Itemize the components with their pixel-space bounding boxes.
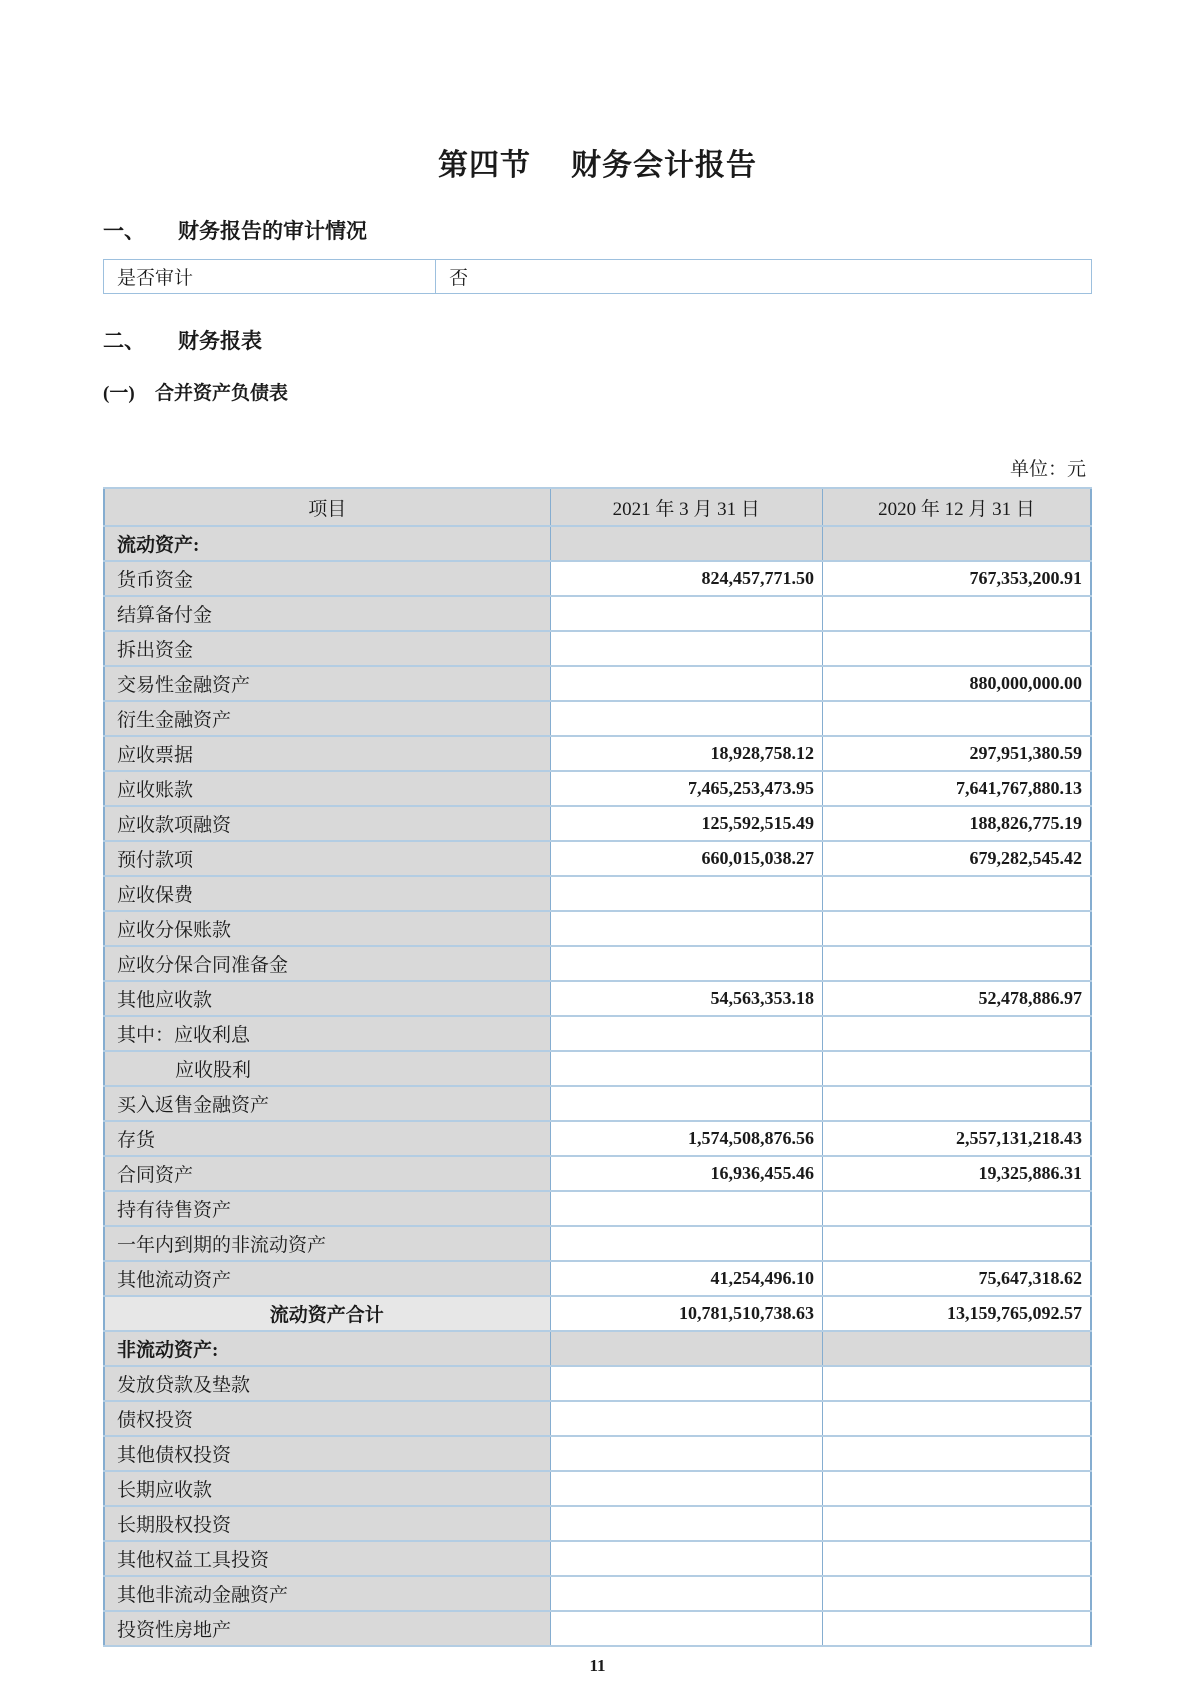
- heading-statements-text: 财务报表: [178, 329, 262, 353]
- row-label-cell: 货币资金: [104, 561, 550, 596]
- row-value-cell-2020: [823, 701, 1091, 736]
- row-value-cell-2021: [550, 1471, 822, 1506]
- row-label-cell: 其他应收款: [104, 981, 550, 1016]
- row-value-cell-2021: [550, 1401, 822, 1436]
- row-value-cell-2021: [550, 596, 822, 631]
- column-header-item: 项目: [104, 488, 550, 526]
- row-value-cell-2020: [823, 1506, 1091, 1541]
- table-row: [104, 1191, 1091, 1226]
- table-row: [104, 1436, 1091, 1471]
- page-number: 11: [589, 1656, 606, 1675]
- row-label-cell: 其他权益工具投资: [104, 1541, 550, 1576]
- table-row: [104, 946, 1091, 981]
- row-label-cell: 存货: [104, 1121, 550, 1156]
- row-label-cell: 衍生金融资产: [104, 701, 550, 736]
- table-row: [104, 1051, 1091, 1086]
- table-row: [104, 561, 1091, 596]
- subheading-text: 合并资产负债表: [155, 383, 289, 404]
- row-value-cell-2020: 297,951,380.59: [823, 736, 1091, 771]
- row-value-cell-2021: [550, 911, 822, 946]
- row-value-cell-2021: [550, 1611, 822, 1646]
- row-value-cell-2020: [823, 876, 1091, 911]
- row-value-cell-2020: [823, 911, 1091, 946]
- row-value-cell-2021: [550, 1331, 822, 1366]
- row-label-cell: 非流动资产:: [104, 1331, 550, 1366]
- row-value-cell-2021: 660,015,038.27: [550, 841, 822, 876]
- row-label-cell: 应收分保合同准备金: [104, 946, 550, 981]
- row-value-cell-2021: 824,457,771.50: [550, 561, 822, 596]
- document-title-name: 财务会计报告: [571, 149, 757, 182]
- row-value-cell-2020: 75,647,318.62: [823, 1261, 1091, 1296]
- heading-statements: [103, 325, 1092, 355]
- row-label-cell: 持有待售资产: [104, 1191, 550, 1226]
- row-value-cell-2020: [823, 1366, 1091, 1401]
- row-value-cell-2021: [550, 666, 822, 701]
- row-value-cell-2021: 1,574,508,876.56: [550, 1121, 822, 1156]
- heading-statements-number: 二、: [103, 329, 145, 353]
- table-header-row: [104, 488, 1091, 526]
- row-label-cell: 长期股权投资: [104, 1506, 550, 1541]
- table-row: [104, 701, 1091, 736]
- balance-sheet-table: [103, 487, 1092, 1647]
- row-value-cell-2020: 19,325,886.31: [823, 1156, 1091, 1191]
- row-value-cell-2021: [550, 1086, 822, 1121]
- row-value-cell-2020: [823, 1436, 1091, 1471]
- table-row: [104, 911, 1091, 946]
- row-label-cell: 交易性金融资产: [104, 666, 550, 701]
- row-value-cell-2020: [823, 946, 1091, 981]
- row-value-cell-2021: [550, 1506, 822, 1541]
- row-label-cell: 应收票据: [104, 736, 550, 771]
- table-row: [104, 876, 1091, 911]
- row-value-cell-2021: [550, 1051, 822, 1086]
- table-row: [104, 736, 1091, 771]
- row-value-cell-2020: 7,641,767,880.13: [823, 771, 1091, 806]
- row-value-cell-2021: [550, 631, 822, 666]
- unit-label: 单位：元: [1009, 459, 1086, 480]
- row-label-cell: 结算备付金: [104, 596, 550, 631]
- row-label-cell: 长期应收款: [104, 1471, 550, 1506]
- table-row: [104, 526, 1091, 561]
- row-value-cell-2020: [823, 1611, 1091, 1646]
- table-row: [104, 771, 1091, 806]
- table-row: [104, 1121, 1091, 1156]
- row-label-cell: 应收款项融资: [104, 806, 550, 841]
- subheading-balance-sheet: [103, 378, 1092, 405]
- row-value-cell-2020: [823, 1051, 1091, 1086]
- table-row: [104, 1611, 1091, 1646]
- document-title: [103, 140, 1092, 184]
- table-row: [104, 1366, 1091, 1401]
- row-label-cell: 流动资产合计: [104, 1296, 550, 1331]
- row-value-cell-2020: [823, 1086, 1091, 1121]
- row-value-cell-2021: [550, 1191, 822, 1226]
- table-row: [104, 1401, 1091, 1436]
- heading-audit-text: 财务报告的审计情况: [178, 219, 367, 243]
- row-label-cell: 其中：应收利息: [104, 1016, 550, 1051]
- row-value-cell-2021: 41,254,496.10: [550, 1261, 822, 1296]
- row-value-cell-2021: [550, 876, 822, 911]
- row-value-cell-2021: [550, 1366, 822, 1401]
- subheading-number: (一): [103, 383, 135, 404]
- table-row: [104, 1471, 1091, 1506]
- row-value-cell-2020: [823, 526, 1091, 561]
- heading-audit-number: 一、: [103, 219, 145, 243]
- row-label-cell: 债权投资: [104, 1401, 550, 1436]
- row-value-cell-2020: 880,000,000.00: [823, 666, 1091, 701]
- row-label-cell: 应收账款: [104, 771, 550, 806]
- row-label-cell: 应收股利: [104, 1051, 550, 1086]
- row-value-cell-2020: [823, 1016, 1091, 1051]
- row-value-cell-2021: [550, 526, 822, 561]
- row-value-cell-2021: [550, 701, 822, 736]
- balance-sheet-body: [104, 526, 1091, 1646]
- row-label-cell: 拆出资金: [104, 631, 550, 666]
- row-label-cell: 其他流动资产: [104, 1261, 550, 1296]
- audit-question-cell: 是否审计: [104, 260, 436, 294]
- row-value-cell-2020: [823, 596, 1091, 631]
- row-label-cell: 一年内到期的非流动资产: [104, 1226, 550, 1261]
- row-label-cell: 发放贷款及垫款: [104, 1366, 550, 1401]
- row-label-cell: 投资性房地产: [104, 1611, 550, 1646]
- row-value-cell-2021: [550, 946, 822, 981]
- row-label-cell: 其他债权投资: [104, 1436, 550, 1471]
- table-row: [104, 1506, 1091, 1541]
- table-row: [104, 1086, 1091, 1121]
- row-label-cell: 合同资产: [104, 1156, 550, 1191]
- heading-audit: [103, 215, 1092, 245]
- table-row: [104, 1331, 1091, 1366]
- row-value-cell-2020: [823, 1576, 1091, 1611]
- table-row: [104, 806, 1091, 841]
- row-value-cell-2020: [823, 1471, 1091, 1506]
- table-row: [104, 1296, 1091, 1331]
- row-value-cell-2020: [823, 1401, 1091, 1436]
- table-row: [104, 631, 1091, 666]
- column-header-date-2: 2020 年 12 月 31 日: [823, 488, 1091, 526]
- row-label-cell: 流动资产:: [104, 526, 550, 561]
- audit-answer-cell: 否: [436, 260, 1092, 294]
- row-value-cell-2020: [823, 631, 1091, 666]
- row-value-cell-2020: 679,282,545.42: [823, 841, 1091, 876]
- table-row: [104, 1016, 1091, 1051]
- table-row: [104, 1541, 1091, 1576]
- row-value-cell-2021: 54,563,353.18: [550, 981, 822, 1016]
- table-row: [104, 596, 1091, 631]
- table-row: [104, 981, 1091, 1016]
- row-label-cell: 其他非流动金融资产: [104, 1576, 550, 1611]
- row-value-cell-2020: [823, 1226, 1091, 1261]
- row-value-cell-2020: 52,478,886.97: [823, 981, 1091, 1016]
- table-row: [104, 1576, 1091, 1611]
- table-row: [104, 1226, 1091, 1261]
- row-label-cell: 应收分保账款: [104, 911, 550, 946]
- row-label-cell: 应收保费: [104, 876, 550, 911]
- row-value-cell-2021: [550, 1016, 822, 1051]
- document-title-section: 第四节: [438, 149, 531, 182]
- row-value-cell-2021: [550, 1541, 822, 1576]
- row-value-cell-2021: 10,781,510,738.63: [550, 1296, 822, 1331]
- table-row: [104, 841, 1091, 876]
- table-row: [104, 1156, 1091, 1191]
- row-value-cell-2021: 18,928,758.12: [550, 736, 822, 771]
- table-row: [104, 666, 1091, 701]
- row-value-cell-2021: 7,465,253,473.95: [550, 771, 822, 806]
- row-value-cell-2021: [550, 1436, 822, 1471]
- row-value-cell-2021: 125,592,515.49: [550, 806, 822, 841]
- row-value-cell-2020: 188,826,775.19: [823, 806, 1091, 841]
- table-row: [104, 260, 1092, 294]
- row-value-cell-2020: 2,557,131,218.43: [823, 1121, 1091, 1156]
- row-value-cell-2020: [823, 1541, 1091, 1576]
- row-value-cell-2021: 16,936,455.46: [550, 1156, 822, 1191]
- column-header-date-1: 2021 年 3 月 31 日: [550, 488, 822, 526]
- row-label-cell: 预付款项: [104, 841, 550, 876]
- row-value-cell-2020: [823, 1191, 1091, 1226]
- audit-table: [103, 259, 1092, 294]
- row-value-cell-2020: [823, 1331, 1091, 1366]
- table-row: [104, 1261, 1091, 1296]
- row-value-cell-2020: 767,353,200.91: [823, 561, 1091, 596]
- row-value-cell-2021: [550, 1226, 822, 1261]
- row-value-cell-2020: 13,159,765,092.57: [823, 1296, 1091, 1331]
- row-value-cell-2021: [550, 1576, 822, 1611]
- row-label-cell: 买入返售金融资产: [104, 1086, 550, 1121]
